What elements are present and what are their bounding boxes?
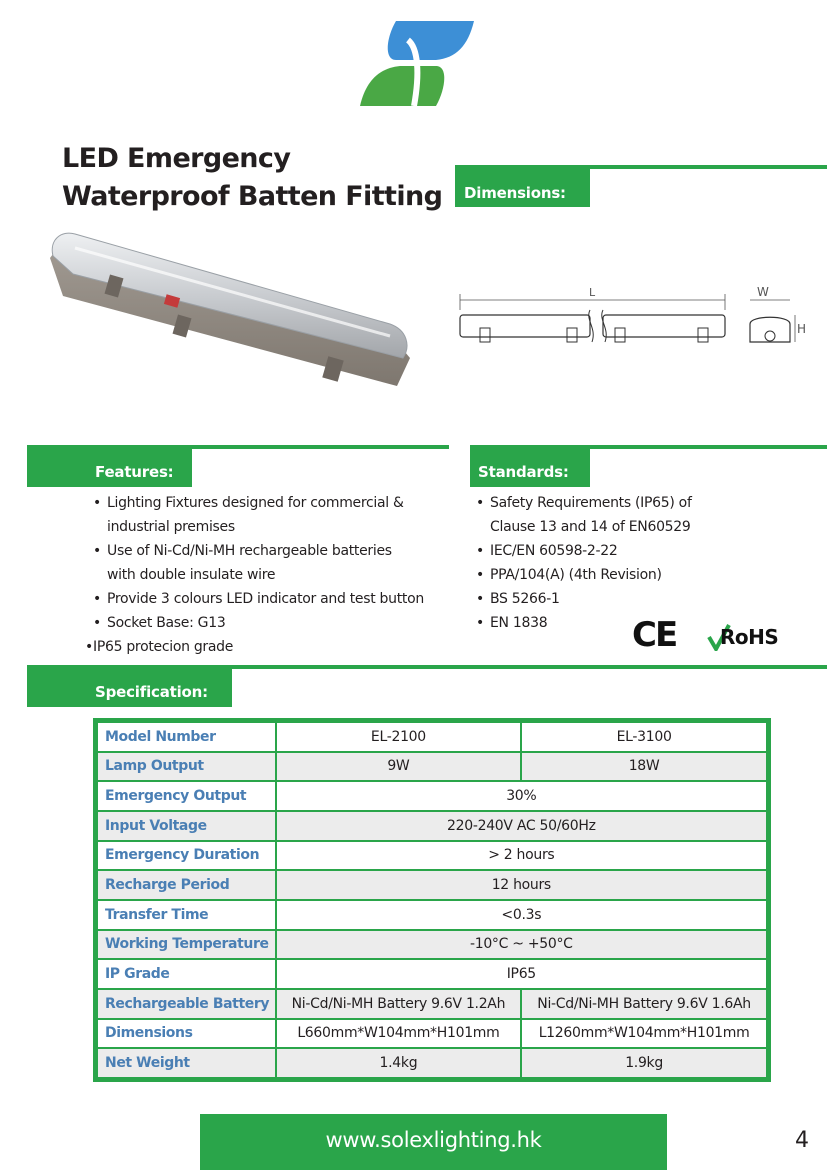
spec-value: EL-2100: [277, 723, 521, 751]
standards-list: [476, 491, 692, 635]
spec-value: Ni-Cd/Ni-MH Battery 9.6V 1.2Ah: [277, 990, 521, 1018]
features-tab: [27, 449, 192, 487]
table-row: [98, 901, 766, 929]
footer-bar: [200, 1114, 667, 1170]
table-row: [98, 753, 766, 781]
table-row: [98, 812, 766, 840]
table-row: [98, 1049, 766, 1077]
spec-value: L660mm*W104mm*H101mm: [277, 1020, 521, 1048]
list-item: • Provide 3 colours LED indicator and test button: [93, 587, 424, 611]
certification-marks: [632, 615, 797, 655]
ce-mark-icon: CE: [632, 615, 677, 655]
spec-row-label: Transfer Time: [98, 901, 275, 929]
spec-row-label: Rechargeable Battery: [98, 990, 275, 1018]
spec-value: 18W: [522, 753, 766, 781]
list-item: • IP65 protecion grade: [85, 635, 424, 659]
list-item-continued: Clause 13 and 14 of EN60529: [490, 519, 691, 535]
table-row: [98, 723, 766, 751]
spec-value: Ni-Cd/Ni-MH Battery 9.6V 1.6Ah: [522, 990, 766, 1018]
product-photo: [45, 218, 415, 408]
table-row: [98, 960, 766, 988]
dimensions-label: Dimensions:: [464, 184, 566, 202]
list-item: • IEC/EN 60598-2-22: [476, 539, 692, 563]
list-item-continued: industrial premises: [107, 519, 235, 535]
table-row: [98, 1020, 766, 1048]
specification-table: [93, 718, 771, 1082]
spec-value: 220-240V AC 50/60Hz: [277, 812, 766, 840]
website-link[interactable]: www.solexlighting.hk: [325, 1128, 542, 1152]
spec-row-label: Recharge Period: [98, 871, 275, 899]
table-row: [98, 990, 766, 1018]
rohs-mark-icon: RoHS: [720, 625, 779, 649]
solex-leaf-logo: [356, 18, 476, 108]
list-item: • PPA/104(A) (4th Revision): [476, 563, 692, 587]
spec-row-label: Net Weight: [98, 1049, 275, 1077]
dim-l-label: L: [589, 286, 596, 299]
list-item: • BS 5266-1: [476, 587, 692, 611]
spec-value: 9W: [277, 753, 521, 781]
standards-tab: [470, 449, 590, 487]
spec-value: <0.3s: [277, 901, 766, 929]
spec-value: 1.9kg: [522, 1049, 766, 1077]
title-line-2: Waterproof Batten Fitting: [62, 181, 443, 212]
list-item: • Socket Base: G13: [93, 611, 424, 635]
spec-value: 12 hours: [277, 871, 766, 899]
spec-row-label: Dimensions: [98, 1020, 275, 1048]
spec-value: > 2 hours: [277, 842, 766, 870]
table-row: [98, 842, 766, 870]
standards-label: Standards:: [478, 463, 569, 481]
spec-row-label: Emergency Output: [98, 782, 275, 810]
table-row: [98, 871, 766, 899]
list-item: • Lighting Fixtures designed for commercial &: [93, 491, 424, 515]
spec-row-label: Emergency Duration: [98, 842, 275, 870]
spec-row-label: Model Number: [98, 723, 275, 751]
specification-tab: [27, 669, 232, 707]
page-title: [62, 140, 442, 216]
dim-h-label: H: [797, 322, 807, 336]
features-list: [93, 491, 424, 659]
features-label: Features:: [95, 463, 174, 481]
table-row: [98, 931, 766, 959]
spec-value: IP65: [277, 960, 766, 988]
table-row: [98, 782, 766, 810]
list-item: • Safety Requirements (IP65) of: [476, 491, 692, 515]
specification-label: Specification:: [95, 683, 208, 701]
list-item: • EN 1838: [476, 611, 692, 635]
list-item: • Use of Ni-Cd/Ni-MH rechargeable batteries: [93, 539, 424, 563]
spec-value: 30%: [277, 782, 766, 810]
spec-row-label: IP Grade: [98, 960, 275, 988]
title-line-1: LED Emergency: [62, 143, 291, 174]
spec-value: EL-3100: [522, 723, 766, 751]
page-number: 4: [795, 1128, 809, 1153]
dim-w-label: W: [757, 285, 769, 299]
spec-value: L1260mm*W104mm*H101mm: [522, 1020, 766, 1048]
spec-table-grid: [96, 721, 768, 1079]
spec-row-label: Input Voltage: [98, 812, 275, 840]
dimensions-tab: [455, 169, 590, 207]
list-item: [93, 563, 424, 587]
list-item: [93, 515, 424, 539]
spec-row-label: Working Temperature: [98, 931, 275, 959]
spec-value: 1.4kg: [277, 1049, 521, 1077]
list-item: [476, 515, 692, 539]
list-item-continued: with double insulate wire: [107, 567, 276, 583]
spec-row-label: Lamp Output: [98, 753, 275, 781]
spec-value: -10°C ~ +50°C: [277, 931, 766, 959]
